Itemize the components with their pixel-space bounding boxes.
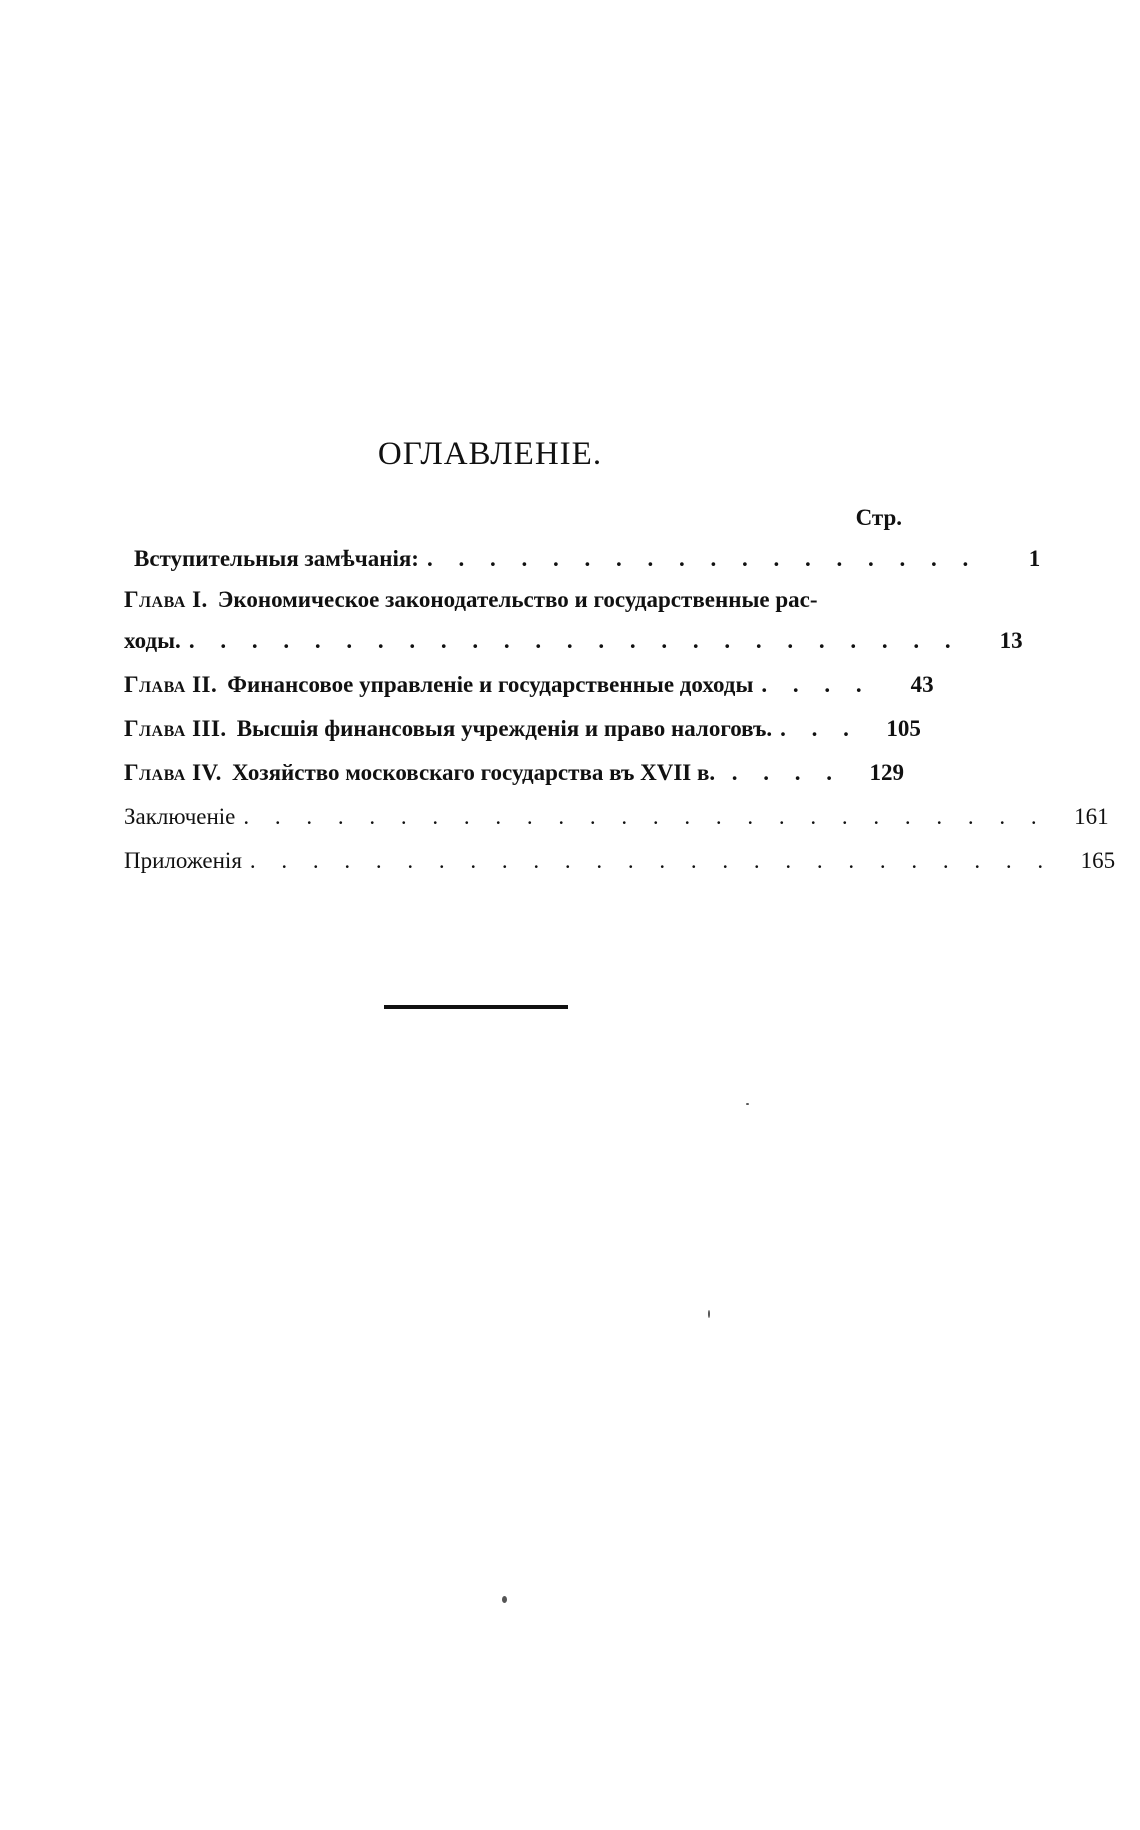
leader-dots: . . . . . . . . . . . . . . . . . . . . . . . . . .	[243, 804, 1047, 829]
toc-entry-title: Заключеніе	[124, 804, 236, 829]
decorative-rule	[384, 1005, 568, 1009]
toc-entry-page: 165	[1080, 848, 1116, 873]
toc-entry	[124, 795, 1109, 839]
leader-dots: . . . . . . . . . . . . . . . . . .	[426, 546, 979, 571]
toc-entry	[124, 619, 1023, 663]
toc-entry-label	[124, 839, 242, 883]
toc-entry-chapter: Глава II.	[124, 672, 218, 697]
toc-entry-title: Приложенія	[124, 848, 242, 873]
toc-entry-page: 1	[1028, 546, 1041, 571]
toc-entry	[124, 581, 904, 619]
toc-entry-title: Экономическое законодательство и государственные рас-	[217, 587, 818, 612]
ink-speck	[708, 1310, 710, 1318]
toc-entry-label	[124, 707, 772, 751]
toc-entry-page: 105	[886, 716, 921, 741]
ink-speck	[746, 1103, 749, 1105]
toc-entry-chapter: Глава III.	[124, 716, 227, 741]
leader-dots: . . . . . . . . . . . . . . . . . . . . . . . . . .	[249, 848, 1054, 873]
toc-entry-page: 43	[910, 672, 934, 697]
leader-dots: . . . . . . . . . . . . . . . . . . . . . . . . .	[188, 628, 961, 653]
toc-entry-chapter: Глава I.	[124, 587, 208, 612]
leader-dots: . . . .	[761, 672, 872, 697]
pages-column-header: Стр.	[855, 505, 902, 530]
toc-entry-label	[124, 619, 181, 663]
toc-entry-page: 161	[1074, 804, 1109, 829]
table-of-contents	[124, 505, 1116, 883]
leader-dots: . . . .	[731, 760, 842, 785]
toc-entry-page: 129	[869, 760, 904, 785]
leader-dots: . . .	[780, 716, 859, 741]
toc-entry-label	[124, 581, 818, 619]
toc-entry-label	[124, 537, 419, 581]
toc-entry-label	[124, 795, 235, 839]
toc-entry	[124, 707, 921, 751]
toc-entry	[124, 537, 1041, 581]
toc-entry-chapter: Глава IV.	[124, 760, 222, 785]
toc-entry-title: Вступительныя замѣчанія:	[134, 546, 419, 571]
toc-entry-title: Хозяйство московскаго государства въ XVII в.	[231, 760, 716, 785]
toc-entry	[124, 663, 934, 707]
toc-entry	[124, 839, 1116, 883]
toc-entry-title: Высшія финансовыя учрежденія и право налоговъ.	[236, 716, 773, 741]
toc-entry-page: 13	[999, 628, 1023, 653]
toc-entry-title: Финансовое управленіе и государственные доходы	[227, 672, 754, 697]
toc-entry	[124, 751, 904, 795]
ink-speck	[502, 1596, 507, 1603]
toc-entry-label	[124, 663, 753, 707]
page-title: ОГЛАВЛЕНІЕ.	[377, 436, 603, 472]
toc-entry-title: ходы.	[124, 628, 181, 653]
toc-entry-label	[124, 751, 715, 795]
